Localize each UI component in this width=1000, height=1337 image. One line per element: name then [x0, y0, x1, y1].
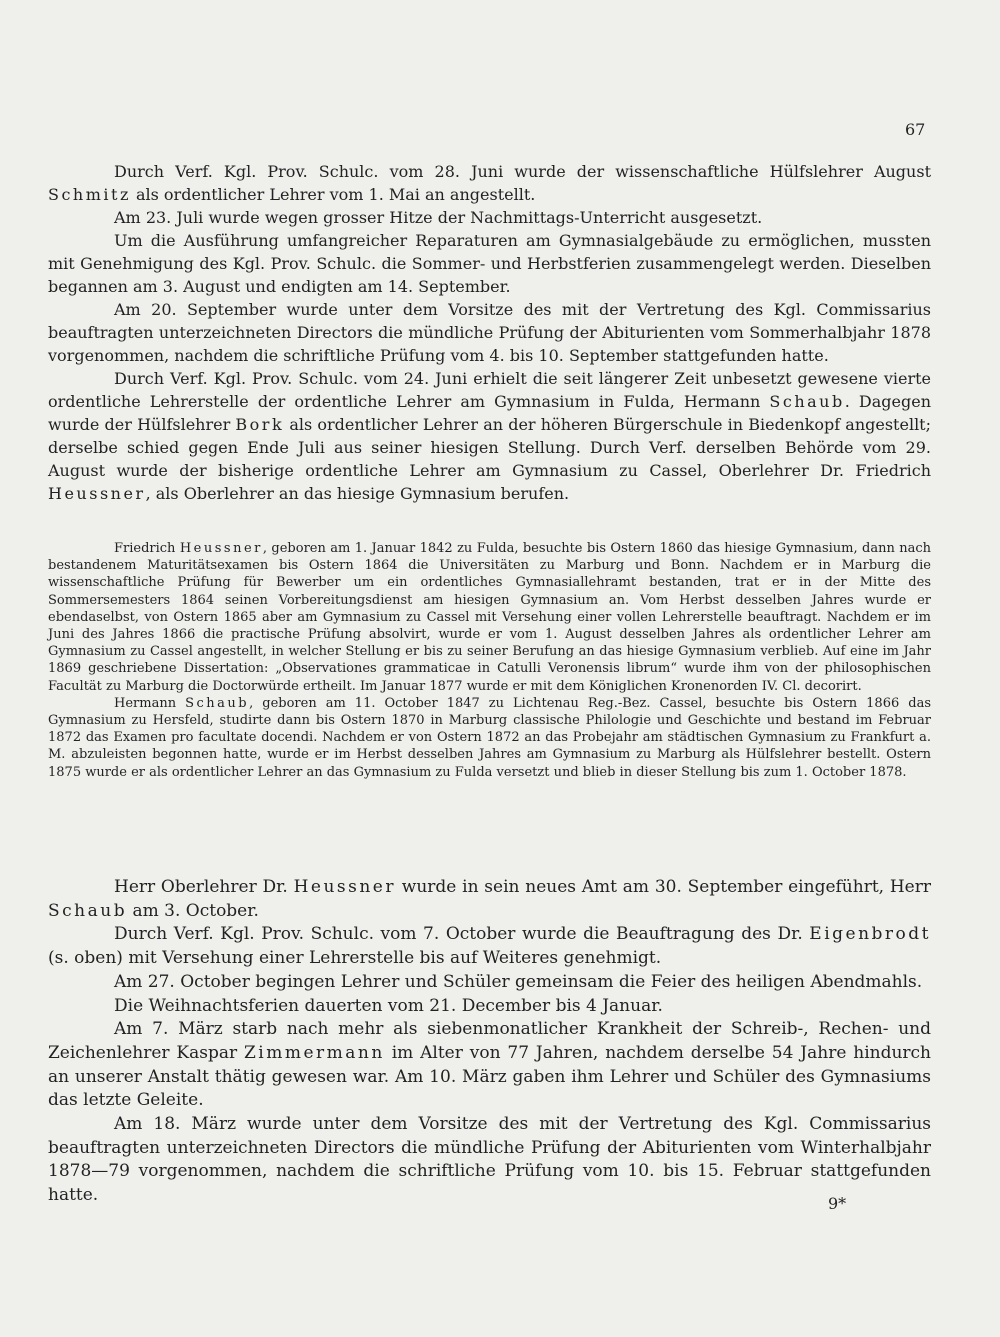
text-run: wurde in sein neues Amt am 30. September eingeführt, Herr: [395, 877, 931, 897]
text-run: Am 7. März starb nach mehr als siebenmonatlicher Krankheit der Schreib-, Rechen- und Zeichenlehrer Kaspar: [48, 1019, 931, 1063]
text-run: , geboren am 1. Januar 1842 zu Fulda, besuchte bis Ostern 1860 das hiesige Gymnasium, dann nach bestandenem Maturitätsexamen bis Ostern 1864 die Universitäten zu Marburg und Bonn. Nachdem er in Marburg die wissenschaftliche Prüfung für Bewerber um ein ordentliches Gymnasiallehramt bestanden, trat er in der Mitte des Sommersemesters 1864 seinen Vorbereitungsdienst am hiesigen Gymnasium an. Vom Herbst desselben Jahres wurde er ebendaselbst, von Ostern 1865 aber am Gymnasium zu Cassel mit Versehung einer vollen Lehrerstelle beauftragt. Nachdem er im Juni des Jahres 1866 die practische Prüfung absolvirt, wurde er vom 1. August desselben Jahres als ordentlicher Lehrer am Gymnasium zu Cassel angestellt, in welcher Stellung er bis zu seiner Berufung an das hiesige Gymnasium verblieb. Auf eine im Jahr 1869 geschriebene Dissertation: „Observationes grammaticae in Catulli Veronensis librum“ wurde ihm von der philosophischen Facultät zu Marburg die Doctorwürde ertheilt. Im Januar 1877 wurde er mit dem Königlichen Kronenorden IV. Cl. decorirt.: [48, 541, 931, 694]
paragraph-installation: [48, 876, 931, 923]
text-run: Friedrich: [114, 541, 180, 556]
name-schaub: Schaub: [48, 900, 128, 921]
name-schaub: Schaub: [185, 695, 250, 711]
text-run: Herr Oberlehrer Dr.: [114, 877, 294, 897]
signature-mark: 9*: [828, 1194, 847, 1213]
chronicle-section-upper: [48, 160, 931, 505]
text-run: Durch Verf. Kgl. Prov. Schulc. vom 24. Juni erhielt die seit längerer Zeit unbesetzt gewesene vierte ordentliche Lehrerstelle der ordentliche Lehrer am Gymnasium in Fulda, Hermann: [48, 369, 931, 411]
paragraph-communion: Am 27. October begingen Lehrer und Schüler gemeinsam die Feier des heiligen Abendmahls.: [114, 971, 923, 992]
text-run: Hermann: [114, 695, 186, 711]
paragraph-winter-exam: Am 18. März wurde unter dem Vorsitze des mit der Vertretung des Kgl. Commissarius beauftragten unterzeichneten Directors die mündliche Prüfung der Abiturienten vom Winterhalbjahr 1878—79 vorgenommen, nachdem die schriftliche Prüfung vom 10. bis 15. Februar stattgefunden hatte.: [48, 1114, 931, 1206]
text-run: am 3. October.: [127, 900, 259, 921]
paragraph-repairs-holidays: Um die Ausführung umfangreicher Reparaturen am Gymnasialgebäude zu ermöglichen, mussten mit Genehmigung des Kgl. Prov. Schulc. die Sommer- und Herbstferien zusammengelegt werden. Dieselben begannen am 3. August und endigten am 14. September.: [48, 231, 931, 296]
text-run: Durch Verf. Kgl. Prov. Schulc. vom 7. October wurde die Beauftragung des Dr.: [114, 924, 810, 945]
page-number: 67: [905, 120, 926, 139]
text-run: (s. oben) mit Versehung einer Lehrerstelle bis auf Weiteres genehmigt.: [48, 948, 662, 969]
text-run: , geboren am 11. October 1847 zu Lichtenau Reg.-Bez. Cassel, besuchte bis Ostern 1866 das Gymnasium zu Hersfeld, studirte dann bis Ostern 1870 in Marburg classische Philologie und Geschichte und bestand im Februar 1872 das Examen pro facultate docendi. Nachdem er von Ostern 1872 an das Probejahr am städtischen Gymnasium zu Frankfurt a. M. abzuleisten begonnen hatte, wurde er im Herbst desselben Jahres am Gymnasium zu Marburg als Hülfslehrer bestellt. Ostern 1875 wurde er als ordentlicher Lehrer an das Gymnasium zu Fulda versetzt und blieb in dieser Stellung bis zum 1. October 1878.: [48, 695, 932, 780]
paragraph-staff-changes: [48, 367, 931, 505]
bio-heussner: [48, 540, 931, 695]
chronicle-section-lower: [48, 876, 931, 1208]
text-run: , als Oberlehrer an das hiesige Gymnasium berufen.: [145, 484, 570, 503]
text-run: als ordentlicher Lehrer an der höheren Bürgerschule in Biedenkopf angestellt; derselbe schied gegen Ende Juli aus seiner hiesigen Stellung. Durch Verf. derselben Behörde vom 29. August wurde der bisherige ordentliche Lehrer am Gymnasium zu Cassel, Oberlehrer Dr. Friedrich: [48, 415, 932, 480]
text-run: als ordentlicher Lehrer vom 1. Mai an angestellt.: [130, 185, 536, 204]
text-run: . Dagegen wurde der Hülfslehrer: [48, 392, 931, 434]
paragraph-eigenbrodt: [48, 923, 931, 970]
name-eigenbrodt: Eigenbrodt: [809, 924, 931, 945]
text-run: Durch Verf. Kgl. Prov. Schulc. vom 28. Juni wurde der wissenschaftliche Hülfslehrer August: [114, 162, 931, 181]
name-heussner: Heussner: [48, 484, 146, 503]
paragraph-christmas-holidays: Die Weihnachtsferien dauerten vom 21. December bis 4 Januar.: [114, 995, 663, 1016]
name-schmitz: Schmitz: [48, 185, 131, 204]
name-heussner: Heussner: [179, 541, 263, 556]
name-bork: Bork: [235, 415, 285, 434]
bio-schaub: [48, 695, 931, 781]
paragraph-schmitz-appointment: [48, 160, 931, 206]
name-heussner: Heussner: [293, 877, 396, 897]
paragraph-heat-holiday: Am 23. Juli wurde wegen grosser Hitze der Nachmittags-Unterricht ausgesetzt.: [114, 208, 763, 227]
biography-notes: [48, 540, 931, 781]
paragraph-summer-exam: Am 20. September wurde unter dem Vorsitze des mit der Vertretung des Kgl. Commissarius beauftragten unterzeichneten Directors die mündliche Prüfung der Abiturienten vom Sommerhalbjahr 1878 vorgenommen, nachdem die schriftliche Prüfung vom 4. bis 10. September stattgefunden hatte.: [48, 300, 931, 365]
name-schaub: Schaub: [769, 392, 845, 411]
text-run: im Alter von 77 Jahren, nachdem derselbe 54 Jahre hindurch an unserer Anstalt thätig gewesen war. Am 10. März gaben ihm Lehrer und Schüler des Gymnasiums das letzte Geleite.: [48, 1042, 932, 1111]
paragraph-zimmermann-death: [48, 1018, 931, 1113]
name-zimmermann: Zimmermann: [244, 1042, 385, 1063]
